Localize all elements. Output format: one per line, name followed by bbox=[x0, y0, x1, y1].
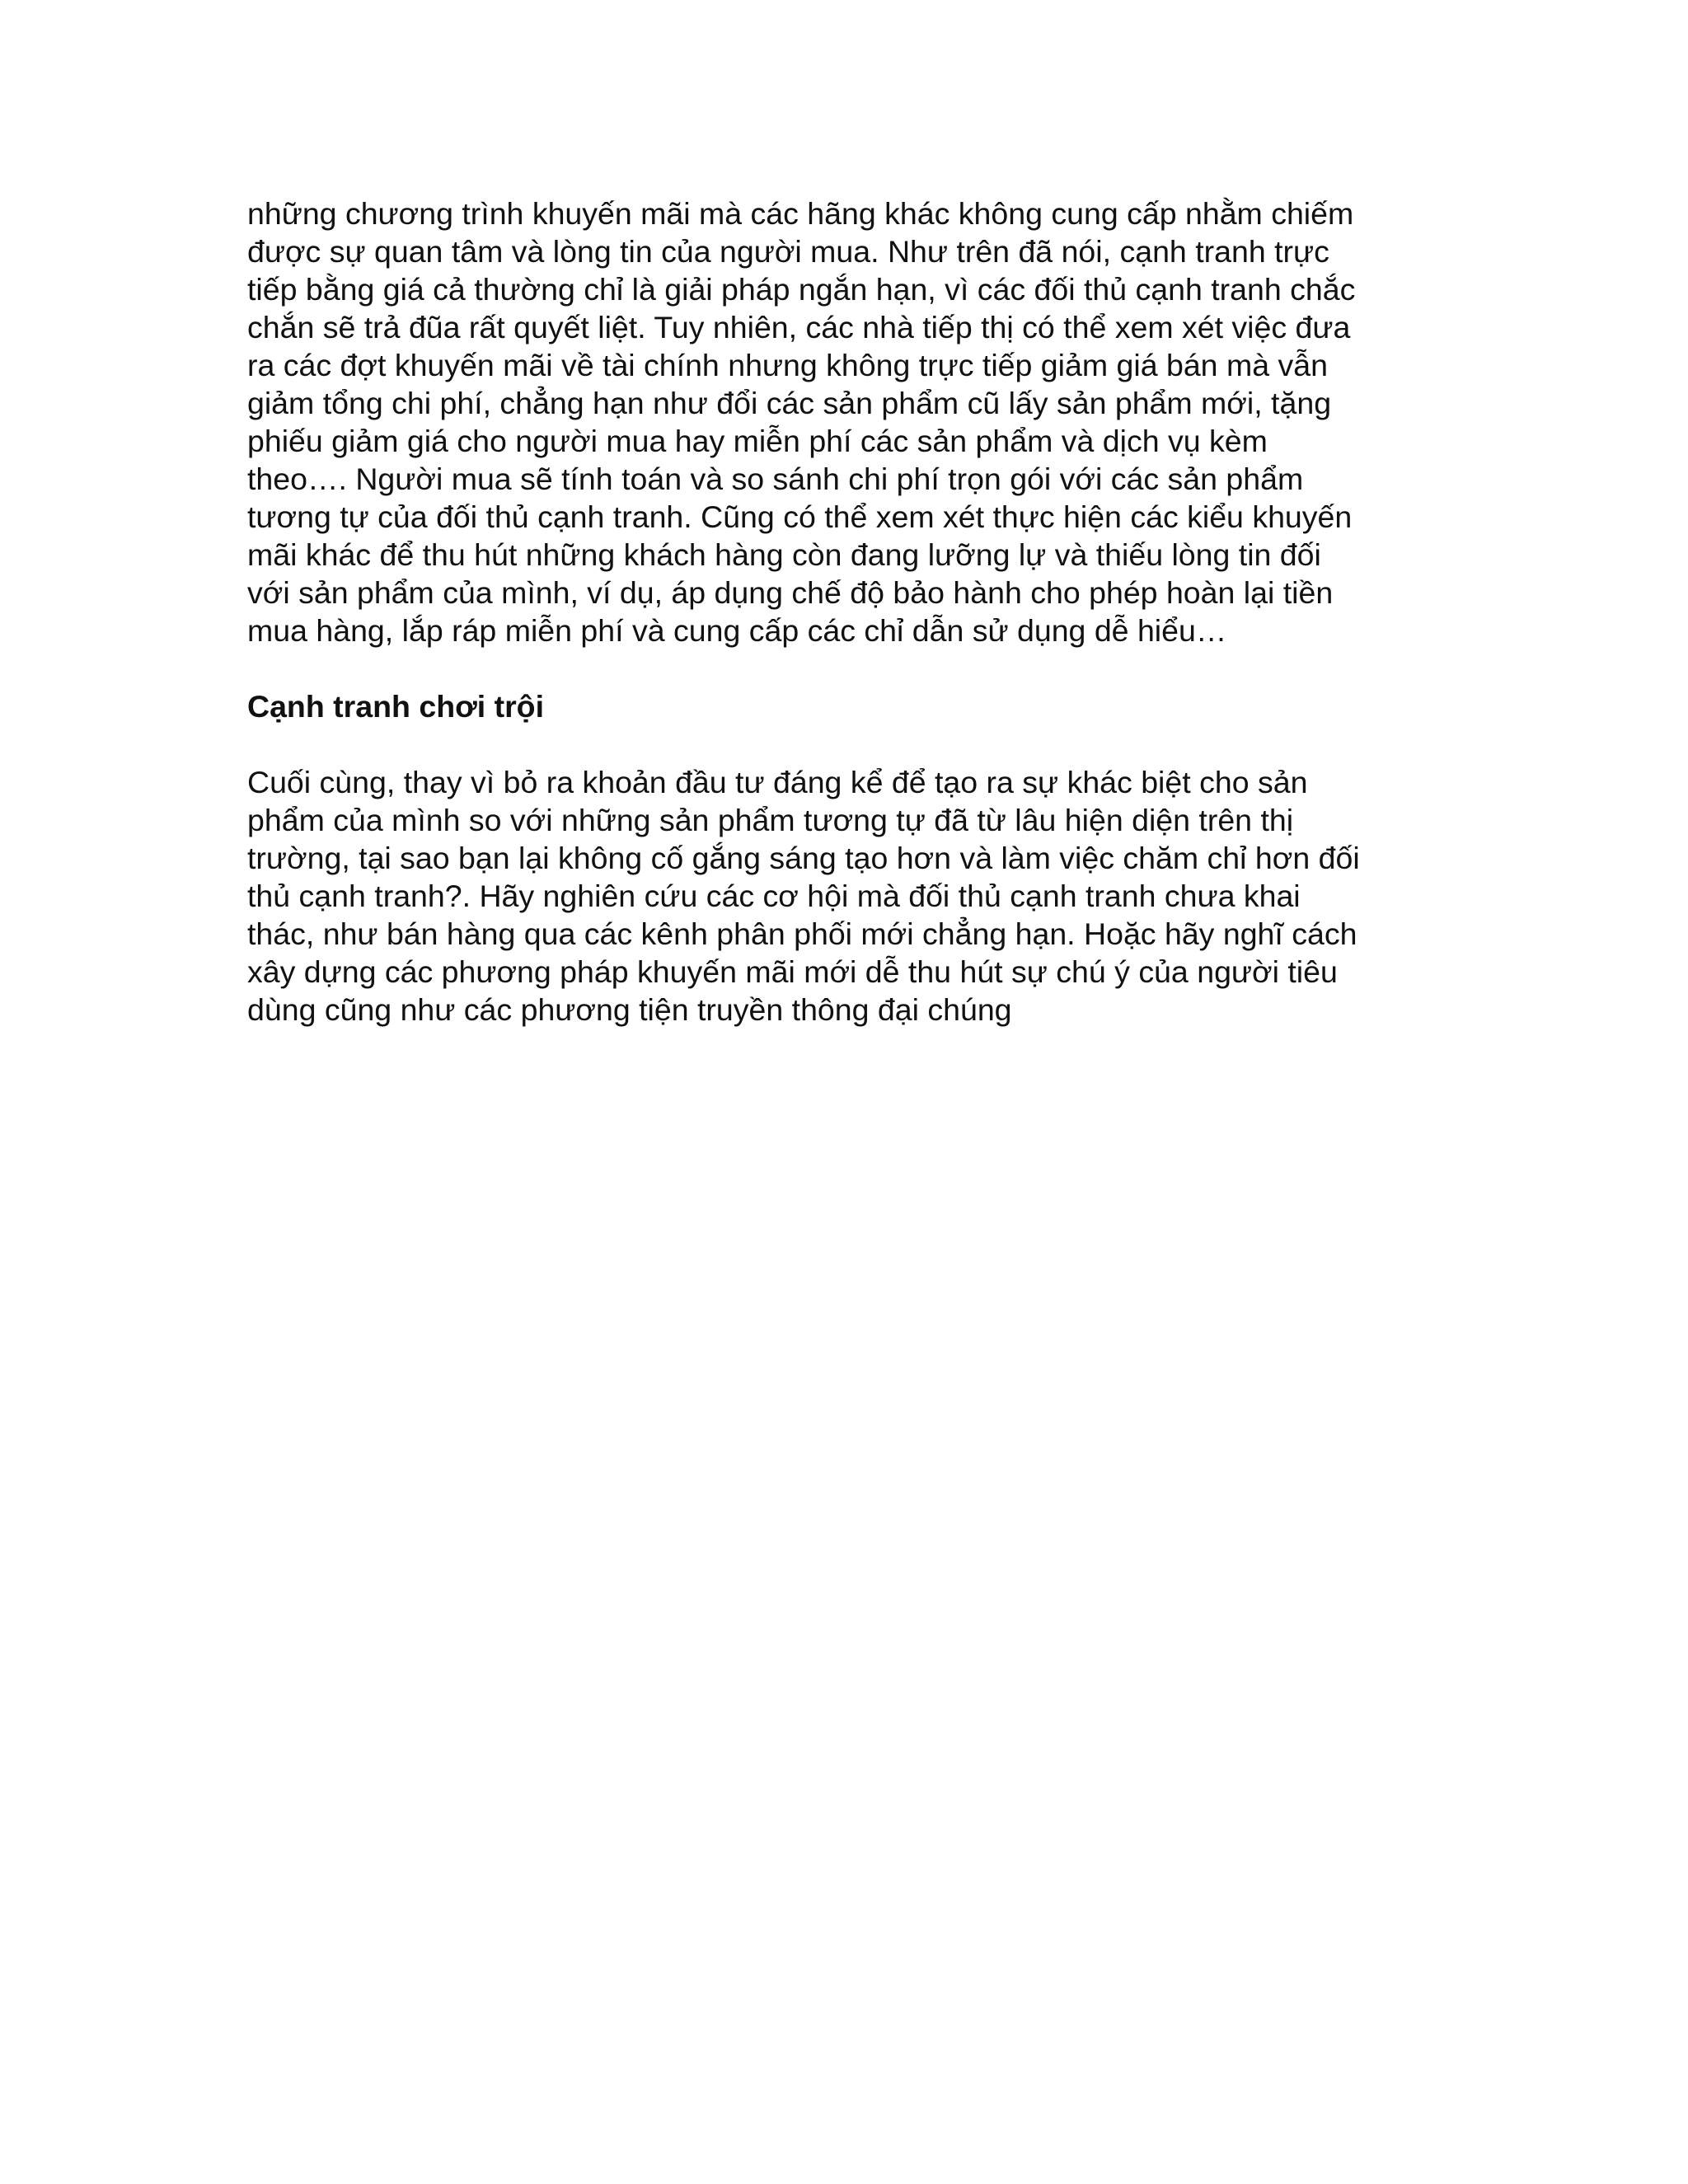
paragraph-1-line: theo…. Người mua sẽ tính toán và so sánh chi phí trọn gói với các sản phẩm bbox=[247, 462, 1304, 496]
section-heading: Cạnh tranh chơi trội bbox=[247, 689, 545, 724]
document-body bbox=[247, 194, 1434, 1029]
paragraph-2-line: Cuối cùng, thay vì bỏ ra khoản đầu tư đáng kể để tạo ra sự khác biệt cho sản bbox=[247, 765, 1308, 799]
paragraph-1-line: ra các đợt khuyến mãi về tài chính nhưng không trực tiếp giảm giá bán mà vẫn bbox=[247, 348, 1328, 382]
paragraph-2-line: phẩm của mình so với những sản phẩm tương tự đã từ lâu hiện diện trên thị bbox=[247, 803, 1294, 837]
paragraph-1-line: giảm tổng chi phí, chẳng hạn như đổi các sản phẩm cũ lấy sản phẩm mới, tặng bbox=[247, 386, 1332, 420]
paragraph-1-line: được sự quan tâm và lòng tin của người mua. Như trên đã nói, cạnh tranh trực bbox=[247, 234, 1329, 269]
paragraph-2 bbox=[247, 763, 1434, 1029]
paragraph-1-line: mua hàng, lắp ráp miễn phí và cung cấp các chỉ dẫn sử dụng dễ hiểu… bbox=[247, 613, 1227, 648]
paragraph-2-line: xây dựng các phương pháp khuyến mãi mới dễ thu hút sự chú ý của người tiêu bbox=[247, 954, 1338, 989]
paragraph-2-line: thác, như bán hàng qua các kênh phân phối mới chẳng hạn. Hoặc hãy nghĩ cách bbox=[247, 916, 1357, 951]
paragraph-2-line: dùng cũng như các phương tiện truyền thông đại chúng bbox=[247, 992, 1012, 1027]
paragraph-1-line: phiếu giảm giá cho người mua hay miễn phí các sản phẩm và dịch vụ kèm bbox=[247, 424, 1268, 458]
paragraph-1-line: tiếp bằng giá cả thường chỉ là giải pháp ngắn hạn, vì các đối thủ cạnh tranh chắc bbox=[247, 272, 1356, 307]
paragraph-1 bbox=[247, 194, 1434, 649]
paragraph-2-line: trường, tại sao bạn lại không cố gắng sáng tạo hơn và làm việc chăm chỉ hơn đối bbox=[247, 841, 1360, 875]
paragraph-1-line: những chương trình khuyến mãi mà các hãng khác không cung cấp nhằm chiếm bbox=[247, 196, 1354, 231]
paragraph-1-line: mãi khác để thu hút những khách hàng còn đang lưỡng lự và thiếu lòng tin đối bbox=[247, 537, 1321, 572]
paragraph-2-line: thủ cạnh tranh?. Hãy nghiên cứu các cơ hội mà đối thủ cạnh tranh chưa khai bbox=[247, 879, 1301, 913]
paragraph-1-line: chắn sẽ trả đũa rất quyết liệt. Tuy nhiên, các nhà tiếp thị có thể xem xét việc đưa bbox=[247, 310, 1351, 344]
paragraph-1-line: với sản phẩm của mình, ví dụ, áp dụng chế độ bảo hành cho phép hoàn lại tiền bbox=[247, 575, 1334, 610]
paragraph-1-line: tương tự của đối thủ cạnh tranh. Cũng có thể xem xét thực hiện các kiểu khuyến bbox=[247, 499, 1353, 534]
